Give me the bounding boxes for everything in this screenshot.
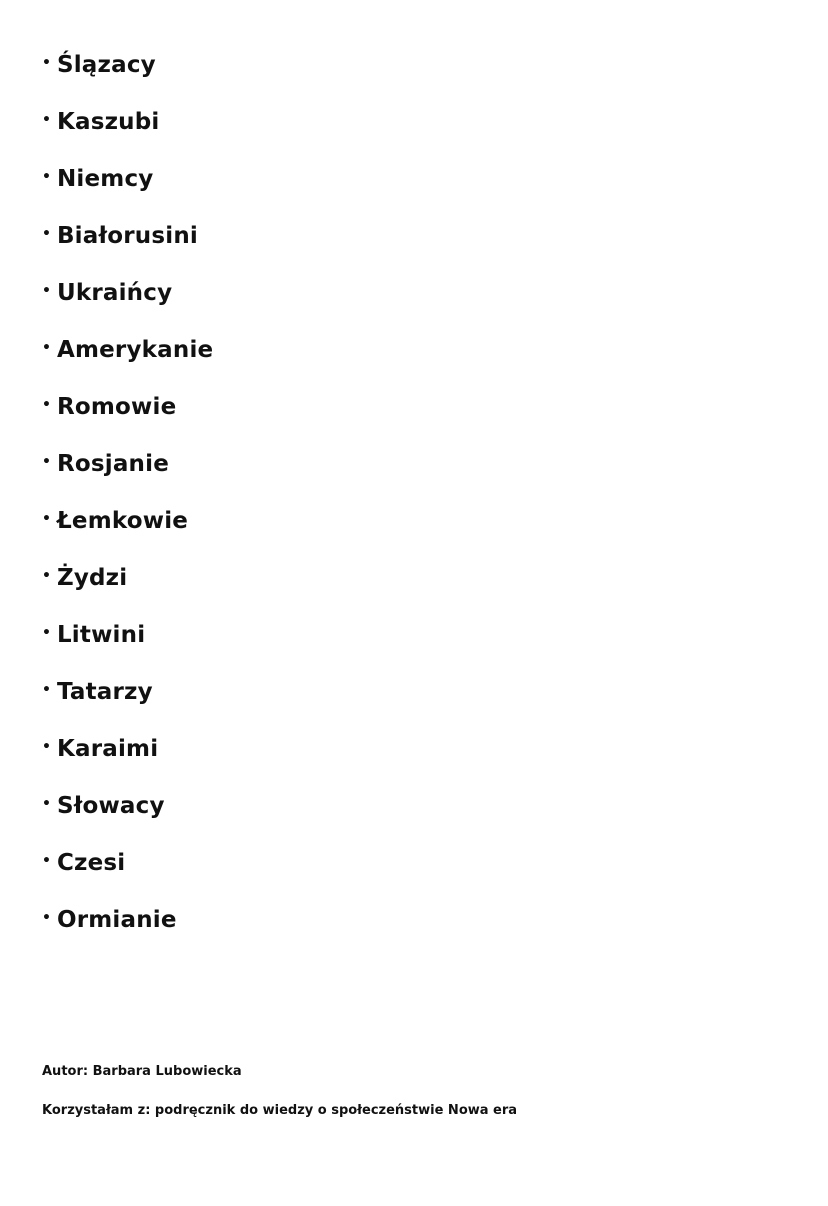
list-item-label: Karaimi [56, 736, 159, 762]
list-item-label: Białorusini [56, 223, 198, 249]
list-item-label: Romowie [56, 394, 177, 420]
list-item-label: Czesi [56, 850, 126, 876]
list-item [42, 677, 213, 734]
bullet-icon: • [42, 739, 51, 755]
list-item [42, 392, 213, 449]
list-item [42, 221, 213, 278]
footer [42, 1062, 517, 1140]
list-item-label: Amerykanie [56, 337, 214, 363]
bullet-icon: • [42, 397, 51, 413]
bullet-icon: • [42, 283, 51, 299]
list-item-label: Tatarzy [56, 679, 153, 705]
list-item [42, 50, 213, 107]
list-item [42, 905, 213, 962]
bullet-icon: • [42, 796, 51, 812]
list-item-label: Ukraińcy [56, 280, 173, 306]
list-item-label: Żydzi [56, 565, 128, 591]
list-item-label: Ormianie [56, 907, 177, 933]
bullet-icon: • [42, 625, 51, 641]
list-item [42, 335, 213, 392]
bullet-icon: • [42, 169, 51, 185]
list-item [42, 449, 213, 506]
list-item [42, 506, 213, 563]
list-item-label: Kaszubi [56, 109, 160, 135]
list-item-label: Łemkowie [56, 508, 189, 534]
bullet-icon: • [42, 682, 51, 698]
list-item [42, 848, 213, 905]
bullet-icon: • [42, 55, 51, 71]
bullet-icon: • [42, 226, 51, 242]
bullet-icon: • [42, 511, 51, 527]
bullet-icon: • [42, 568, 51, 584]
list-item [42, 563, 213, 620]
list-item-label: Słowacy [56, 793, 165, 819]
list-item [42, 107, 213, 164]
source-line: Korzystałam z: podręcznik do wiedzy o społeczeństwie Nowa era [42, 1103, 518, 1118]
list-item [42, 791, 213, 848]
list-item-label: Litwini [56, 622, 146, 648]
list-item-label: Ślązacy [56, 52, 156, 78]
list-item [42, 278, 213, 335]
list-item [42, 164, 213, 221]
list-item [42, 620, 213, 677]
minorities-list [42, 50, 213, 962]
bullet-icon: • [42, 853, 51, 869]
author-line: Autor: Barbara Lubowiecka [42, 1064, 242, 1079]
bullet-icon: • [42, 910, 51, 926]
bullet-icon: • [42, 112, 51, 128]
bullet-icon: • [42, 454, 51, 470]
bullet-icon: • [42, 340, 51, 356]
list-item-label: Niemcy [56, 166, 154, 192]
list-item-label: Rosjanie [56, 451, 170, 477]
list-item [42, 734, 213, 791]
